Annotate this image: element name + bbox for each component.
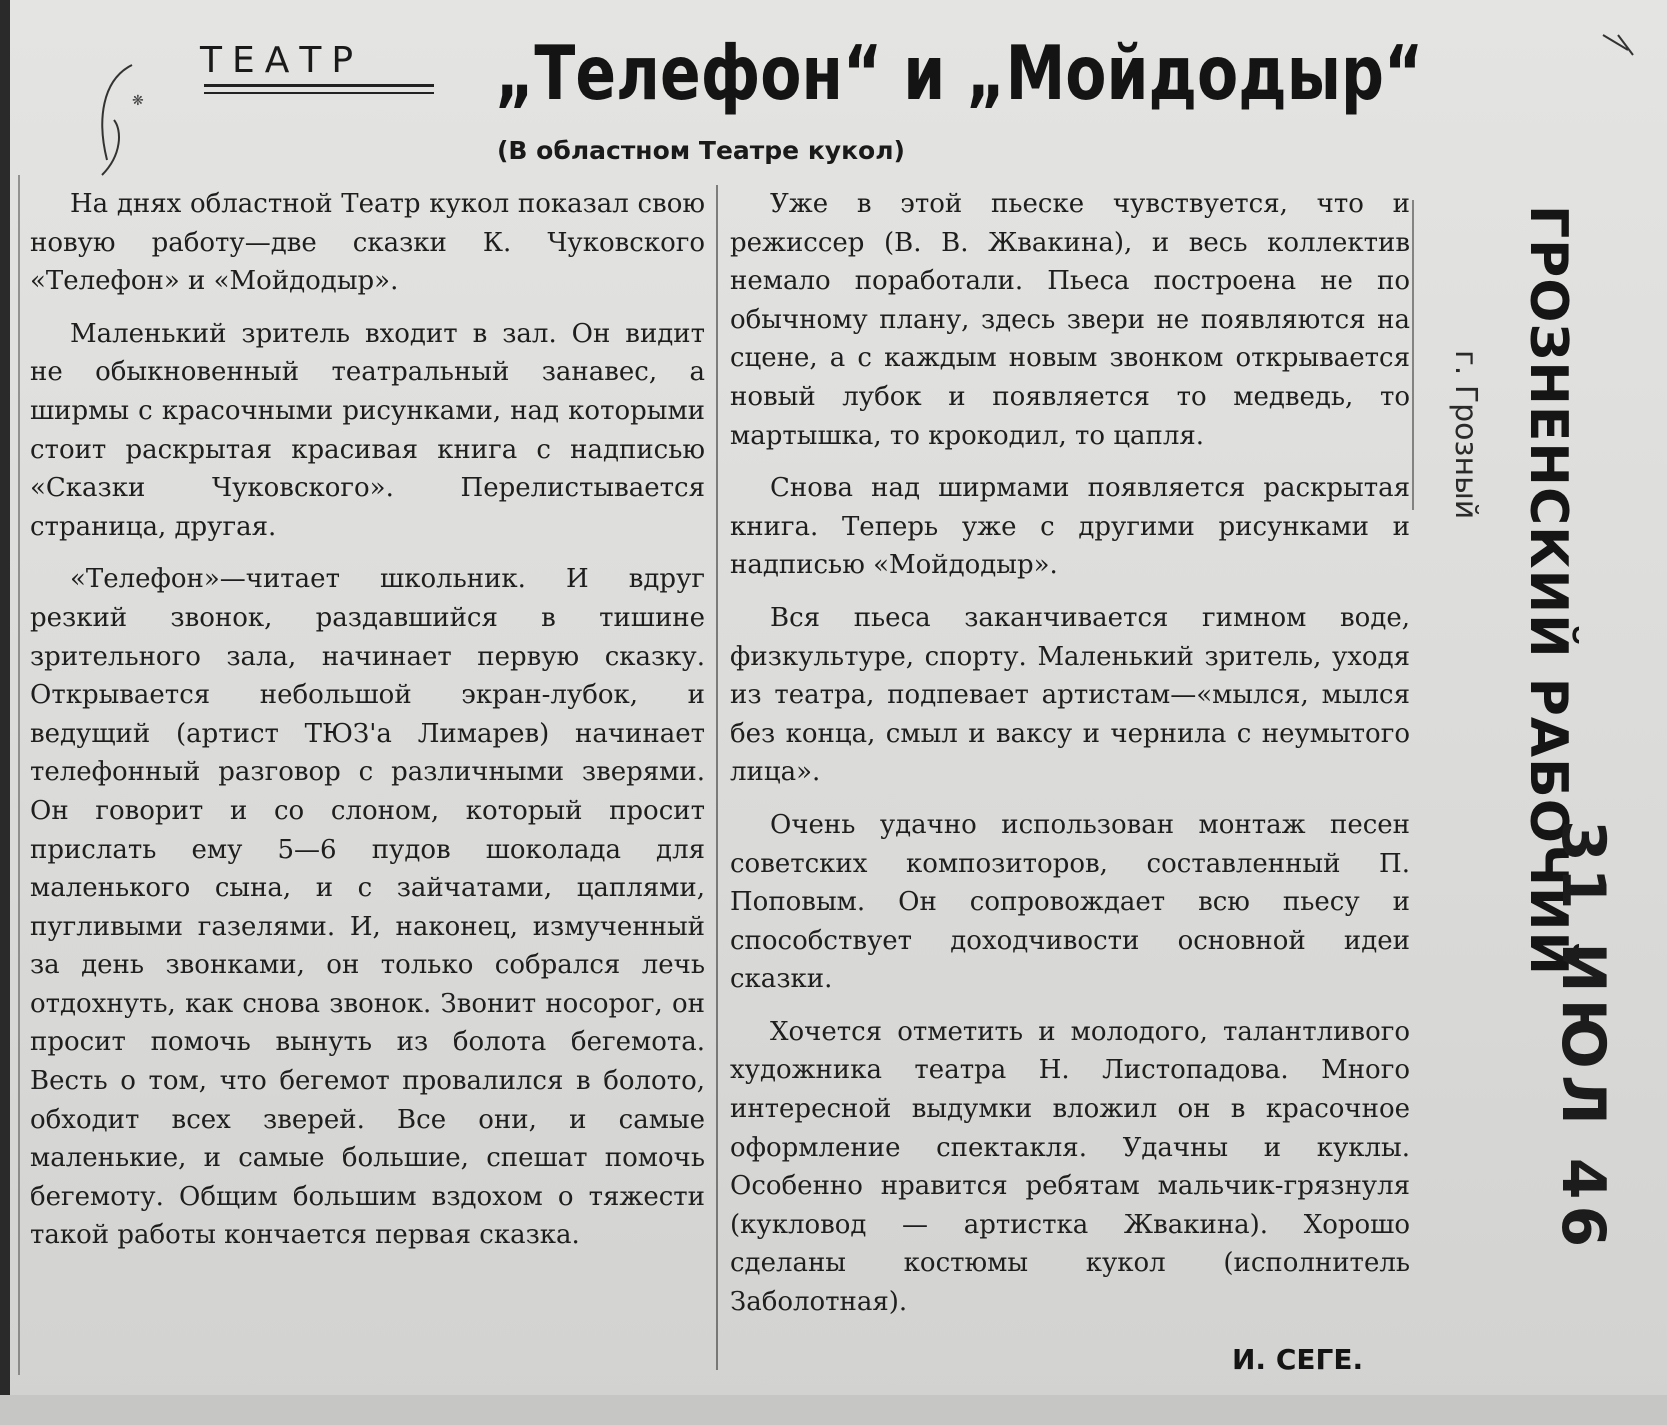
svg-text:❋: ❋ [132, 93, 144, 109]
rubric-underline [204, 84, 434, 87]
paragraph: Вся пьеса заканчивается гимном воде, физкультуре, спорту. Маленький зритель, уходя из театра, подпевает артистам—«мылся, мылся без конца, смыл и ваксу и чернила с неумытого лица». [730, 602, 1410, 788]
paragraph: «Телефон»—читает школьник. И вдруг резкий звонок, раздавшийся в тишине зрительного зала, начинает первую сказку. Открывается небольшой экран-лубок, и ведущий (артист ТЮЗ'а Лимарев) начинает телефонный разговор с различными зверями. Он говорит и со слоном, который просит прислать ему 5—6 пудов шоколада для маленького сына, и с зайчатами, цаплями, пугливыми газелями. И, наконец, измученный за день звонками, он только собрался лечь отдохнуть, как снова звонок. Звонит носорог, он просит помочь вынуть из болота бегемота. Весть о том, что бегемот провалился в болото, обходит всех зверей. Все они, и самые маленькие, и самые большие, спешат помочь бегемоту. Общим большим вздохом о тяжести такой работы кончается первая сказка. [30, 564, 705, 1251]
right-column-rule [1412, 200, 1414, 510]
left-column [30, 185, 705, 1269]
ink-bracket-mark [92, 60, 162, 180]
paragraph: Маленький зритель входит в зал. Он видит не обыкновенный театральный занавес, а ширмы с красочными рисунками, над которыми стоит раскрытая красивая книга с надписью «Сказки Чуковского». Перелистывается страница, другая. [30, 318, 705, 542]
clipping-dark-edge [0, 0, 10, 1425]
stamp-newspaper-name: ГРОЗНЕНСКИЙ РАБОЧИЙ [1518, 205, 1578, 977]
paragraph: Уже в этой пьеске чувствуется, что и режиссер (В. В. Жвакина), и весь коллектив немало поработали. Пьеса построена не по обычному плану, здесь звери не появляются на сцене, а с каждым новым звонком открывается новый лубок и появляется то медведь, то мартышка, то крокодил, то цапля. [730, 189, 1410, 451]
bottom-strip [0, 1395, 1667, 1425]
stamp-date: 31 ИЮЛ 46 [1548, 820, 1618, 1254]
stamp-city: г. Грозный [1448, 350, 1483, 520]
column-divider [716, 185, 718, 1370]
rubric-underline-second [204, 92, 434, 94]
paragraph: На днях областной Театр кукол показал свою новую работу—две сказки К. Чуковского «Телефон» и «Мойдодыр». [30, 189, 705, 297]
article-headline: „Телефон“ и „Мойдодыр“ [495, 30, 1424, 118]
paragraph: Снова над ширмами появляется раскрытая книга. Теперь уже с другими рисунками и надписью «Мойдодыр». [730, 473, 1410, 581]
article-subheadline: (В областном Театре кукол) [497, 136, 905, 165]
corner-tear-mark [1598, 30, 1638, 70]
right-column [730, 185, 1410, 1336]
author-signature: И. СЕГЕ. [1232, 1343, 1364, 1376]
paragraph: Очень удачно использован монтаж песен советских композиторов, составленный П. Поповым. Он сопровождает всю пьесу и способствует доходчивости основной идеи сказки. [730, 809, 1410, 995]
rubric-label: ТЕАТР [200, 40, 364, 81]
left-column-rule [18, 175, 20, 1375]
paragraph: Хочется отметить и молодого, талантливого художника театра Н. Листопадова. Много интересной выдумки вложил он в красочное оформление спектакля. Удачны и куклы. Особенно нравится ребятам мальчик-грязнуля (кукловод — артистка Жвакина). Хорошо сделаны костюмы кукол (исполнитель Заболотная). [730, 1016, 1410, 1318]
